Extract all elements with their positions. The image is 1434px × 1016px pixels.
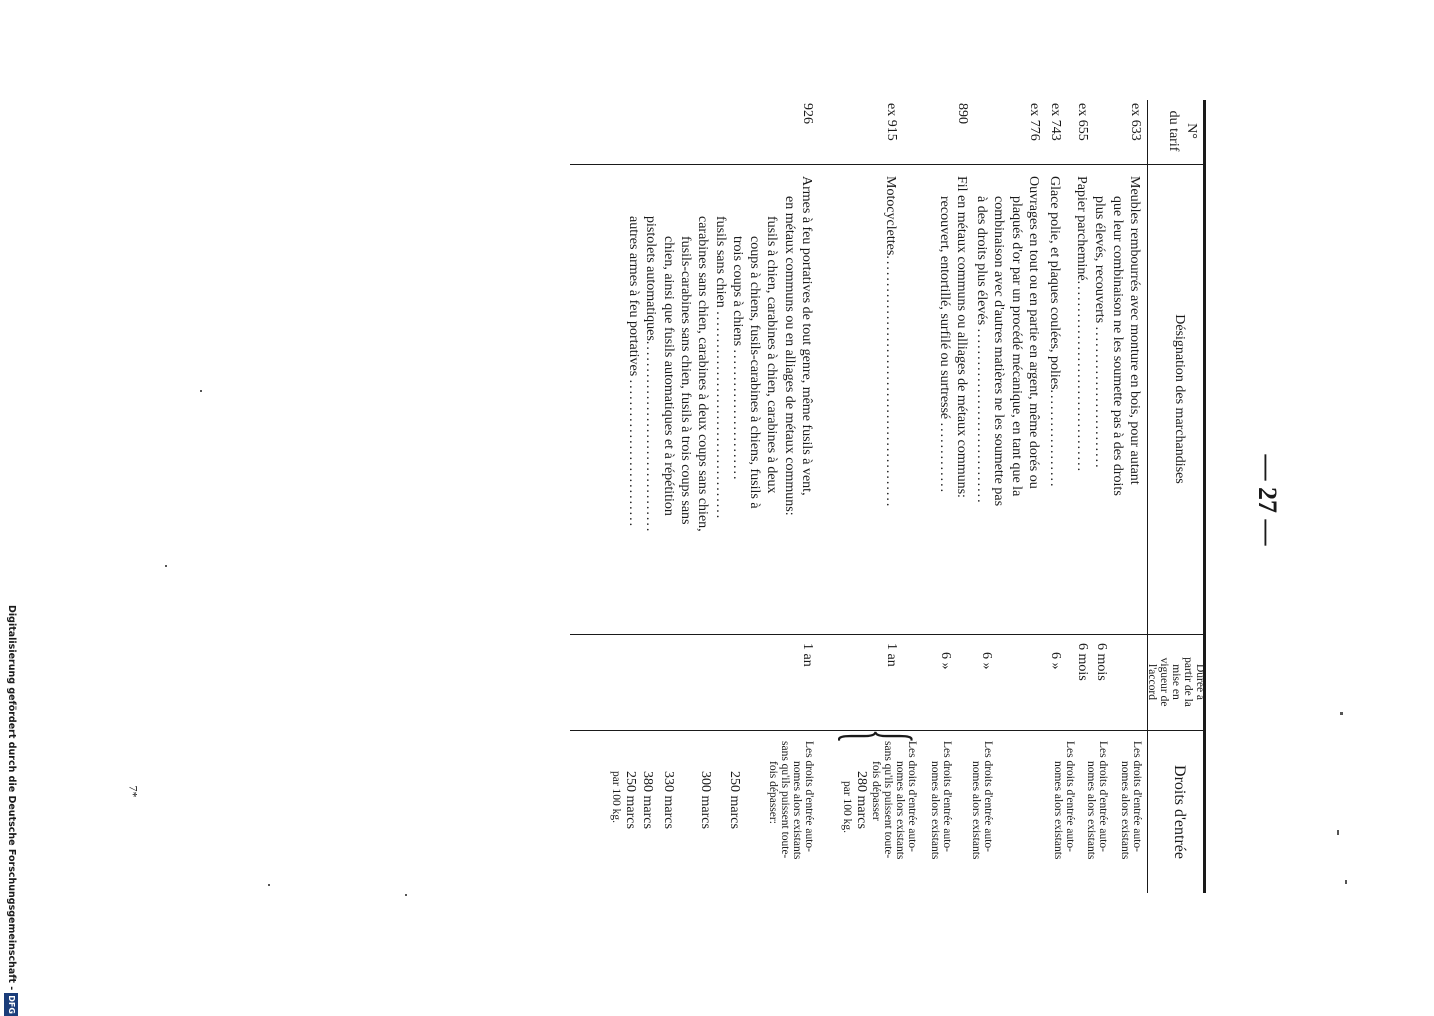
signature-mark: 7* (126, 785, 141, 798)
duration: 1 an (800, 643, 815, 667)
tariff-number: ex 776 (1027, 103, 1042, 141)
tariff-number: ex 743 (1048, 103, 1063, 141)
duty-text: Les droits d'entrée auto- nomes alors existants (1085, 741, 1109, 860)
header-no: N° du tarif (1166, 110, 1199, 152)
duty-amount: 300 marcs (698, 771, 713, 829)
tariff-number: ex 655 (1075, 103, 1090, 141)
header-bottom-rule (1147, 100, 1148, 893)
description: Papier parcheminé................................... (1074, 176, 1089, 474)
tariff-number: ex 633 (1128, 103, 1143, 141)
duty-amount: 380 marcs (640, 771, 655, 829)
tariff-number: ex 915 (884, 103, 899, 141)
table-top-rule (1203, 100, 1206, 893)
duty-text: Les droits d'entrée auto- nomes alors existants (970, 741, 994, 860)
col-rule-1 (570, 164, 1206, 165)
page-number: — 27 — (1253, 454, 1282, 546)
duration: 6 mois (1075, 643, 1090, 681)
brace: { (829, 729, 928, 744)
description: Ouvrages en tout ou en partie en argent, même dorés ou plaqués d'or par un procédé mécanique, en tant que la combinaison avec d'autres matières ne les soumette pas à des droits plus élevés ................................ (974, 176, 1041, 507)
duration: 1 an (884, 643, 899, 667)
tariff-number: 890 (955, 103, 970, 124)
scan-speck (1345, 880, 1347, 884)
scan-speck (1340, 712, 1343, 715)
duty-text: Les droits d'entrée auto- nomes alors existants (929, 741, 953, 860)
duty-unit: par 100 kg. (610, 771, 622, 824)
header-designation: Désignation des marchandises (1172, 314, 1187, 484)
col-rule-2 (570, 634, 1206, 635)
description: Glace polie, et plaques coulées, polies.................. (1047, 176, 1062, 489)
scan-speck (1337, 830, 1339, 835)
duty-text: Les droits d'entrée auto- nomes alors existants sans qu'ils puissent toute- fois dépasser 280 marcs par 100 kg. (841, 741, 918, 860)
duty-text: Les droits d'entrée auto- nomes alors existants (1119, 741, 1143, 860)
scan-speck (405, 894, 407, 896)
dfg-logo: DFG (4, 993, 18, 1016)
digitization-notice: Digitalisierung gefördert durch die Deutsche Forschungsgemeinschaft -DFG (6, 605, 17, 1014)
duty-amount: 330 marcs (661, 771, 676, 829)
header-droits: Droits d'entrée (1171, 765, 1188, 859)
duration: 6 mois (1094, 643, 1109, 681)
duty-text: Les droits d'entrée auto- nomes alors existants sans qu'ils puissent toute- fois dépasser: (767, 741, 815, 860)
scan-speck (268, 884, 270, 886)
duty-amount: 250 marcs (623, 771, 638, 829)
duty-text: Les droits d'entrée auto- nomes alors existants (1052, 741, 1076, 860)
scan-speck (200, 390, 202, 392)
description: Meubles rembourrés avec monture en bois, pour autant que leur combinaison ne les soumette pas à des droits plus élevés, recouverts .......................... (1092, 176, 1142, 496)
duration: 6 » (979, 652, 994, 670)
description: Armes à feu portatives de tout genre, même fusils à vent, en métaux communs ou en alliages de métaux communs: fusils à chien, carabines à chien, carabines à deux coups à chiens, fusils-carabines à chiens, fusils à trois coups à chiens ........................ fusils sans chien ...................................... carabines sans chien, carabines à deux coups sans chien, fusils-carabines sans chien, fusils à trois coups sans chien, ainsi que fusils automatiques et à répétition pistolets automatiques................................... autres armes à feu portatives ........................... (626, 176, 814, 534)
header-duree: Durée à partir de la mise en vigueur de l'accord (1146, 657, 1206, 707)
scan-speck (165, 565, 167, 567)
description: Motocyclettes.............................................. (883, 176, 898, 509)
tariff-number: 926 (800, 103, 815, 124)
duty-amount: 250 marcs (727, 771, 742, 829)
duration: 6 » (938, 652, 953, 670)
duration: 6 » (1048, 652, 1063, 670)
description: Fil en métaux communs ou alliages de métaux communs: recouvert, entortillé, surfilé ou surtressé ............. (936, 176, 969, 498)
